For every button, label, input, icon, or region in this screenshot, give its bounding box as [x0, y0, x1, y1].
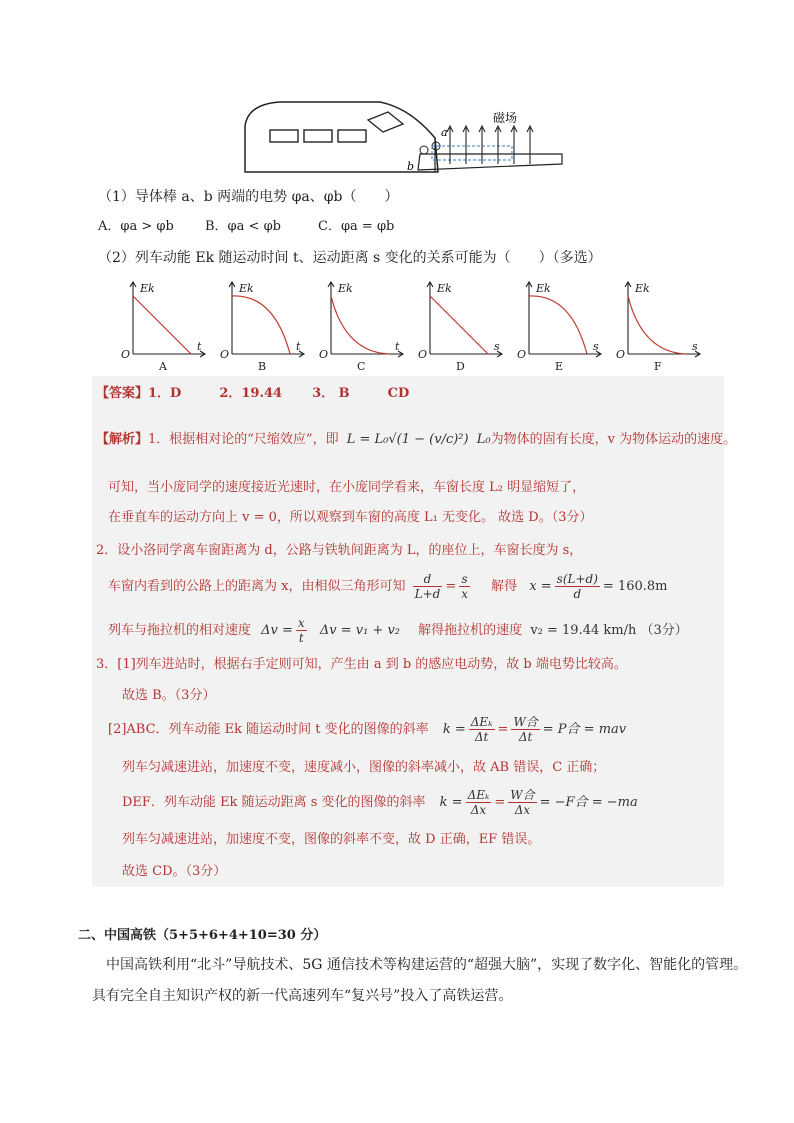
graph-a-y-label: Ek: [140, 282, 155, 295]
q1-option-b: B．φa < φb: [205, 219, 281, 234]
graph-d-label: D: [456, 360, 465, 373]
answer-tag: 【答案】: [96, 386, 149, 401]
analysis-line-9: [2]ABC．列车动能 Ek 随运动时间 t 变化的图像的斜率 k = $\frac{\text{ΔEₖ}}{\Delta t}$ = $\frac{\text{W合}}{\Delta t}$ = P合 = mav: [108, 715, 627, 744]
q1-option-c: C．φa = φb: [318, 219, 395, 234]
section-2-paragraph-2: 具有完全自主知识产权的新一代高速列车“复兴号”投入了高铁运营。: [92, 988, 513, 1004]
section-2-title: 二、中国高铁（5+5+6+4+10=30 分）: [78, 928, 327, 943]
graph-b-x-label: t: [296, 340, 301, 353]
train-figure: [240, 98, 570, 178]
graph-a-curve: [133, 296, 191, 354]
label-b: b: [407, 160, 415, 173]
answer-1: 1．D: [148, 386, 182, 401]
graph-c-x-label: t: [395, 340, 400, 353]
answer-3: 3． B: [312, 386, 350, 401]
graph-b-y-label: Ek: [239, 282, 254, 295]
graph-b-curve: [232, 296, 290, 354]
label-a: a: [441, 126, 448, 139]
question-1-stem: （1）导体棒 a、b 两端的电势 φa、φb（ ）: [98, 189, 399, 205]
analysis-line-7: 3．[1]列车进站时，根据右手定则可知，产生由 a 到 b 的感应电动势，故 b 端电势比较高。: [96, 657, 627, 672]
analysis-line-12: 列车匀减速进站，加速度不变，图像的斜率不变，故 D 正确，EF 错误。: [122, 832, 541, 847]
analysis-line-10: 列车匀减速进站，加速度不变，速度减小，图像的斜率减小，故 AB 错误，C 正确；: [122, 760, 606, 775]
graph-f-origin: O: [616, 348, 626, 361]
analysis-line-4: 2．设小洛同学离车窗距离为 d，公路与铁轨间距离为 L，的座位上，车窗长度为 s，: [96, 543, 583, 558]
graph-a-origin: O: [121, 348, 131, 361]
graph-c-label: C: [357, 360, 366, 373]
graph-f-label: F: [654, 360, 662, 373]
graph-e-x-label: s: [593, 340, 599, 353]
graph-b-origin: O: [220, 348, 230, 361]
analysis-line-13: 故选 CD。（3分）: [122, 864, 227, 879]
graph-b-label: B: [258, 360, 267, 373]
question-2-stem: （2）列车动能 Ek 随运动时间 t、运动距离 s 变化的关系可能为（ ）（多选）: [98, 250, 602, 266]
analysis-line-1: 【解析】1．根据相对论的“尺缩效应”，即 L = L₀√(1 − (v/c)²) L₀为物体的固有长度，v 为物体运动的速度。: [96, 432, 737, 447]
answer-2: 2．19.44: [219, 386, 283, 401]
graph-c-curve: [331, 296, 389, 354]
graph-f-y-label: Ek: [635, 282, 650, 295]
graph-e-origin: O: [517, 348, 527, 361]
analysis-tag: 【解析】: [96, 432, 149, 447]
graph-f-curve: [628, 296, 686, 354]
analysis-line-8: 故选 B。（3分）: [122, 688, 216, 703]
graph-f-x-label: s: [692, 340, 698, 353]
analysis-line-11: DEF．列车动能 Ek 随运动距离 s 变化的图像的斜率 k = $\frac{\text{ΔEₖ}}{\Delta x}$ = $\frac{\text{W合}}{\Delta x}$ = −F合 = −ma: [122, 788, 638, 817]
analysis-line-2: 可知，当小庞同学的速度接近光速时，在小庞同学看来，车窗长度 L₂ 明显缩短了，: [108, 480, 586, 495]
graph-a-label: A: [159, 360, 167, 373]
graph-a-x-label: t: [197, 340, 202, 353]
length-contraction-formula: L = L₀√(1 − (v/c)²): [346, 432, 469, 447]
graph-d-origin: O: [418, 348, 428, 361]
graph-d-curve: [430, 296, 488, 354]
section-2-paragraph-1: 中国高铁利用“北斗”导航技术、5G 通信技术等构建运营的“超强大脑”，实现了数字化、智能化的管理。: [106, 957, 748, 973]
graph-d-y-label: Ek: [437, 282, 452, 295]
answer-4: CD: [387, 386, 410, 401]
graph-e-curve: [529, 296, 587, 354]
graph-e-label: E: [555, 360, 564, 373]
graph-d-x-label: s: [494, 340, 500, 353]
analysis-line-6: 列车与拖拉机的相对速度 Δv = $\frac{x}{t}$ Δv = v₁ + v₂ 解得拖拉机的速度 v₂ = 19.44 km/h （3分）: [108, 616, 688, 645]
ek-graphs: [118, 274, 708, 374]
q1-option-a: A．φa > φb: [98, 219, 174, 234]
analysis-line-5: 车窗内看到的公路上的距离为 x，由相似三角形可知 $\frac{d}{L+d}$ = $\frac{s}{x}$ 解得 x = $\frac{s(L+d)}{d}$ = 160.8m: [108, 572, 668, 601]
analysis-line-3: 在垂直车的运动方向上 v = 0，所以观察到车窗的高度 L₁ 无变化。 故选 D。（3分）: [108, 510, 593, 525]
field-label: 磁场: [493, 111, 518, 125]
graph-e-y-label: Ek: [536, 282, 551, 295]
graph-c-origin: O: [319, 348, 329, 361]
graph-c-y-label: Ek: [338, 282, 353, 295]
answer-line: [96, 384, 409, 404]
